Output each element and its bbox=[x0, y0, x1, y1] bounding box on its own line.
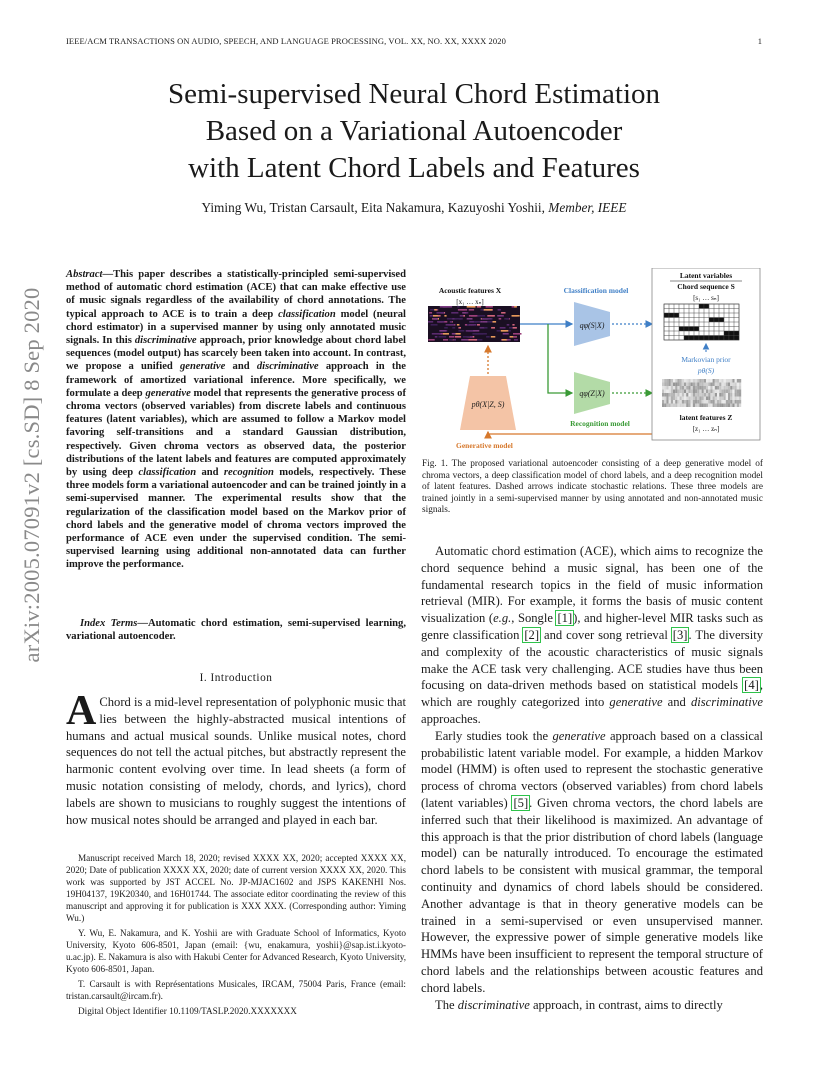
latent-header: Latent variables bbox=[679, 271, 733, 280]
abstract-text: approach in the framework of amortized variational inference. More specifically, we formulate a deep bbox=[66, 361, 406, 399]
footnote: Digital Object Identifier 10.1109/TASLP.2020.XXXXXXX bbox=[78, 1006, 297, 1016]
abstract-text: and bbox=[225, 361, 257, 373]
citation-link[interactable]: [5] bbox=[513, 795, 529, 810]
chord-seq: [s₁ … sₙ] bbox=[693, 294, 719, 302]
abstract-text: approach, prior knowledge about chord label sequences (model output) has scarcely been taken into account. In contrast, we propose a unified bbox=[66, 335, 406, 373]
paper-title bbox=[60, 76, 768, 187]
intro-paragraph: Automatic chord estimation (ACE), which aims to recognize the chord sequence behind a music signal, has been one of the fundamental research topics in the field of music information retrieval (MIR). For example, it forms the basis of music content visualization (e.g., Songle [1]), and higher-level MIR tasks such as genre classification [2] and cover song retrieval [3]. The diversity and complexity of the acoustic characteristics of music signals make the ACE task very challenging. ACE studies have thus been focusing on data-driven methods based on statistical models [4], which are roughly categorized into generative and discriminative approaches. bbox=[421, 544, 763, 726]
footnote: Y. Wu, E. Nakamura, and K. Yoshii are with Graduate School of Informatics, Kyoto University, Kyoto 606-8501, Japan (email: {wu, enakamura, yoshii}@sap.ist.i.kyoto-u.ac.jp). E. Nakamura is also with Hakubi Center for Advanced Research, Kyoto University, Kyoto 606-8501, Japan. bbox=[66, 928, 406, 974]
footnote: Manuscript received March 18, 2020; revised XXXX XX, 2020; accepted XXXX XX, 2020; Date of publication XXXX XX, 2020; date of current version XXXX XX, 2020. This work was supported by JST ACCEL No. JP-MJAC1602 and JSPS KAKENHI Nos. 19H04137, 19K20340, and 16H01744. The associate editor coordinating the review of this manuscript and approving it for publication is XXX XXX. (Corresponding author: Yiming Wu.) bbox=[66, 853, 406, 923]
p-theta-s: pθ(S) bbox=[697, 366, 715, 375]
abstract-emph: classification bbox=[138, 467, 197, 479]
title-line: with Latent Chord Labels and Features bbox=[188, 152, 640, 184]
abstract-emph: discriminative bbox=[134, 335, 197, 347]
arrow-to-recognition bbox=[548, 324, 572, 393]
figure-svg bbox=[424, 268, 762, 454]
recognition-label: Recognition model bbox=[570, 419, 630, 428]
index-terms bbox=[66, 617, 406, 643]
section-heading: I. Introduction bbox=[199, 672, 273, 684]
index-terms-text: —Automatic chord estimation, semi-supervised learning, variational autoencoder. bbox=[66, 618, 406, 643]
generative-label: Generative model bbox=[456, 441, 513, 450]
title-line: Based on a Variational Autoencoder bbox=[205, 115, 623, 147]
abstract-emph: generative bbox=[145, 387, 191, 399]
chord-grid bbox=[664, 304, 739, 340]
citation-link[interactable]: [2] bbox=[524, 627, 540, 642]
latent-features-image bbox=[662, 379, 741, 407]
p-theta-xzs: pθ(X|Z, S) bbox=[471, 400, 505, 409]
abstract-emph: recognition bbox=[223, 467, 274, 479]
q-phi-sx: qφ(S|X) bbox=[579, 321, 605, 330]
figure-caption: Fig. 1. The proposed variational autoencoder consisting of a deep generative model of chroma vectors, a deep classification model of chord labels, and a deep recognition model of latent features. Dashed arrows indicate stochastic relations. These three models are trained jointly in a semi-supervised manner by using annotated and non-annotated music signals. bbox=[422, 459, 763, 516]
markov-label: Markovian prior bbox=[681, 355, 731, 364]
abstract-emph: generative bbox=[180, 361, 226, 373]
abstract-text: —This paper describes a statistically-principled semi-supervised method of automatic chord estimation (ACE) that can make effective use of music signals regardless of the availability of chord annotations. The typical approach to ACE is to train a deep bbox=[66, 269, 406, 320]
authors-names: Yiming Wu, Tristan Carsault, Eita Nakamura, Kazuyoshi Yoshii, bbox=[201, 200, 545, 215]
intro-left-text: Chord is a mid-level representation of polyphonic music that lies between the highly-abstracted musical intentions of humans and actual musical sounds. Unlike musical notes, chord sequences do not tell the actual pitches, but abstractly represent the harmonic content evolving over time. In lead sheets (a form of music notation consisting of melody, chords, and lyrics), chord labels are shown to musicians to roughly suggest the intentions of how musical notes should be arranged and played in each bar. bbox=[66, 695, 406, 827]
author-list bbox=[60, 200, 768, 216]
chord-seq-label: Chord sequence S bbox=[677, 282, 735, 291]
index-terms-lead: Index Terms bbox=[80, 618, 138, 629]
abstract-text: model (neural chord estimator) in a supervised manner by using only annotated music signals. In this bbox=[66, 308, 406, 347]
abstract-text: model that represents the generative process of chroma vectors (observed variables) from discrete labels and continuous features (latent variables), which are assumed to follow a Markov model favoring self-transitions and a standard Gaussian distribution, respectively. Given chroma vectors as observed data, the posterior distributions of the latent labels and features are computed approximately by using deep bbox=[66, 387, 406, 479]
citation-link[interactable]: [4] bbox=[744, 678, 759, 693]
citation-link[interactable]: [3] bbox=[672, 627, 688, 642]
intro-paragraph: The discriminative approach, in contrast, aims to directly bbox=[435, 997, 723, 1012]
acoustic-label: Acoustic features X bbox=[438, 286, 502, 295]
abstract-emph: discriminative bbox=[256, 361, 319, 373]
intro-paragraph-left bbox=[66, 688, 406, 828]
acoustic-seq: [x₁ … xₙ] bbox=[456, 298, 484, 306]
abstract-text: models, respectively. These three models form a variational autoencoder and can be trained jointly in a semi-supervised manner. The experimental results show that the regularization of the classification model based on the Markov prior of chord labels and the generative model of chroma vectors improved the performance of ACE even under the supervised condition. The semi-supervised learning using additional non-annotated data can further improve the performance. bbox=[66, 467, 406, 571]
latent-feat-seq: [z₁ … zₙ] bbox=[692, 425, 720, 433]
abstract bbox=[66, 268, 406, 572]
dropcap-letter: A bbox=[66, 688, 97, 734]
footnote: T. Carsault is with Représentations Musicales, IRCAM, 75004 Paris, France (email: tristan.carsault@ircam.fr). bbox=[66, 979, 406, 1001]
abstract-text: and bbox=[196, 467, 224, 479]
figure-vae-diagram bbox=[424, 268, 762, 454]
arxiv-stamp: arXiv:2005.07091v2 [cs.SD] 8 Sep 2020 bbox=[19, 287, 44, 663]
latent-feat-label: latent features Z bbox=[679, 413, 733, 422]
abstract-emph: classification bbox=[278, 308, 336, 320]
title-line: Semi-supervised Neural Chord Estimation bbox=[167, 78, 661, 110]
abstract-lead: Abstract bbox=[66, 269, 103, 280]
footnotes bbox=[66, 852, 406, 1020]
page-number: 1 bbox=[757, 36, 762, 46]
running-head: IEEE/ACM TRANSACTIONS ON AUDIO, SPEECH, AND LANGUAGE PROCESSING, VOL. XX, NO. XX, XXXX 2020 bbox=[66, 36, 506, 46]
spectrogram-image bbox=[428, 306, 522, 342]
intro-paragraph: Early studies took the generative approach based on a classical probabilistic latent variable model. For example, a hidden Markov model (HMM) is often used to represent the stochastic generative process of chroma vectors (observed variables) from chord labels (latent variables) [5]. Given chroma vectors, the chord labels are inferred such that their likelihood is maximized. An advantage of this approach is that the prior distribution of chord labels (language model) can be naturally introduced. To encourage the estimated chord labels to be consistent with musical grammar, the temporal continuity and dynamics of chord labels should be considered. Another advantage is that in theory generative models can be trained in a semi-supervised or even unsupervised manner. However, the expressive power of simple generative models like HMMs have been insufficient to represent the temporal structure of chord labels and the relationships between acoustic features and chord labels. bbox=[421, 728, 763, 995]
q-phi-zx: qφ(Z|X) bbox=[579, 389, 605, 398]
authors-role: Member, IEEE bbox=[548, 200, 627, 215]
intro-paragraphs-right bbox=[421, 543, 763, 1013]
classification-label: Classification model bbox=[563, 286, 629, 295]
citation-link[interactable]: [1] bbox=[557, 611, 573, 626]
